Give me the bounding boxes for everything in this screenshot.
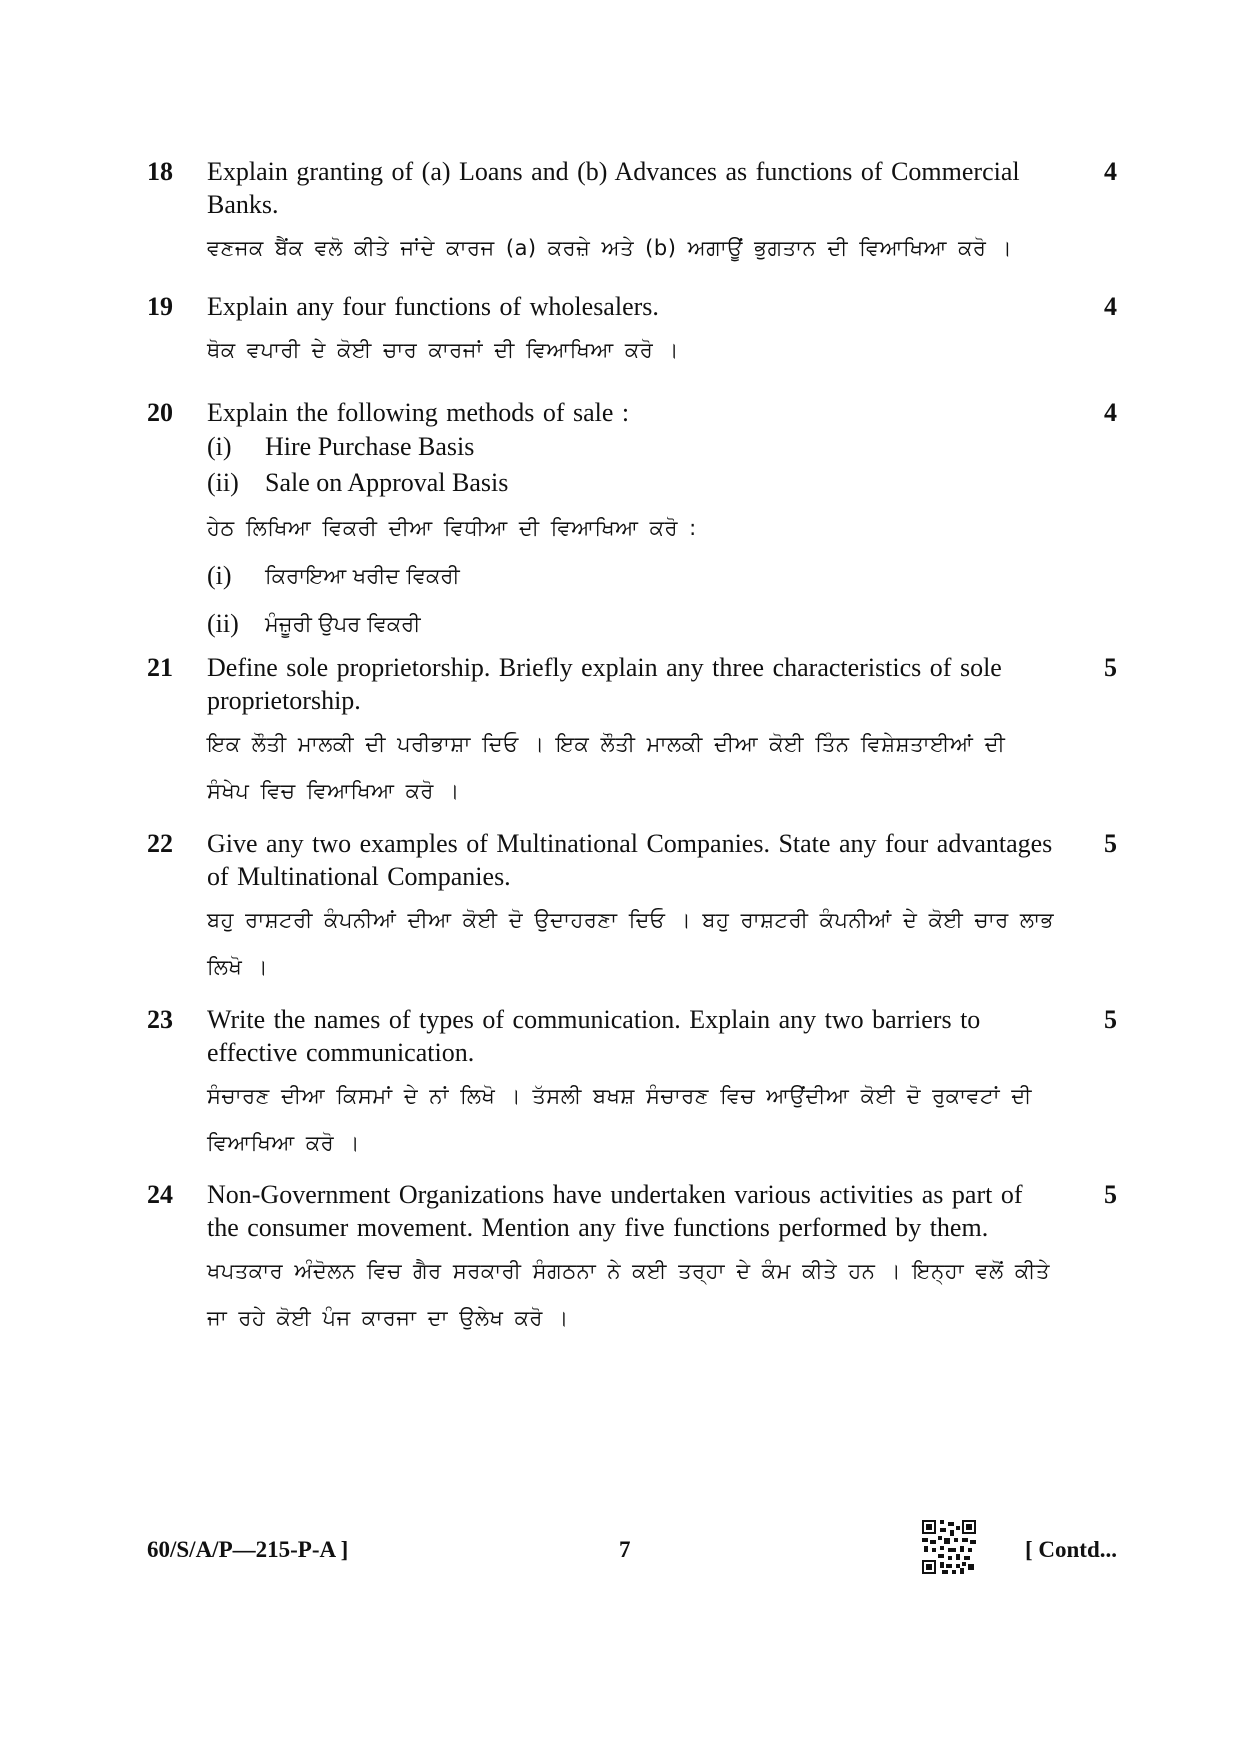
question-marks: 5: [1104, 1180, 1117, 1209]
sub-item-text: ਮੰਜ਼ੂਰੀ ਉਪਰ ਵਿਕਰੀ: [265, 612, 421, 636]
qr-code-icon: [922, 1520, 976, 1574]
sub-item-label: (i): [207, 561, 232, 590]
sub-item-text: ਕਿਰਾਇਆ ਖਰੀਦ ਵਿਕਰੀ: [265, 564, 460, 588]
sub-item-english: [207, 465, 1057, 501]
question-22: [147, 827, 1117, 991]
question-20: [147, 396, 1117, 648]
sub-item-punjabi: [207, 600, 1057, 648]
sub-item-text: Sale on Approval Basis: [265, 468, 509, 497]
question-text-english: Explain any four functions of wholesalers.: [207, 292, 659, 321]
question-text-punjabi: ਵਣਜਕ ਬੈਂਕ ਵਲੋ ਕੀਤੇ ਜਾਂਦੇ ਕਾਰਜ (a) ਕਰਜ਼ੇ ਅਤੇ (b) ਅਗਾਊਂ ਭੁਗਤਾਨ ਦੀ ਵਿਆਖਿਆ ਕਰੋ ।: [207, 236, 1013, 260]
question-marks: 5: [1104, 653, 1117, 682]
question-number: 19: [147, 292, 173, 321]
sub-item-english: [207, 429, 1057, 465]
sub-item-label: (i): [207, 432, 232, 461]
question-24: [147, 1178, 1117, 1342]
question-text-punjabi: ਸੰਚਾਰਣ ਦੀਆ ਕਿਸਮਾਂ ਦੇ ਨਾਂ ਲਿਖੋ । ਤੱਸਲੀ ਬਖਸ਼ ਸੰਚਾਰਣ ਵਿਚ ਆਉਂਦੀਆ ਕੋਈ ਦੋ ਰੁਕਾਵਟਾਂ ਦੀ ਵਿਆਖਿਆ ਕਰੋ ।: [207, 1084, 1032, 1155]
question-text-punjabi: ਹੇਠ ਲਿਖਿਆ ਵਿਕਰੀ ਦੀਆ ਵਿਧੀਆ ਦੀ ਵਿਆਖਿਆ ਕਰੋ :: [207, 516, 697, 540]
question-number: 20: [147, 398, 173, 427]
sub-item-label: (ii): [207, 468, 239, 497]
question-23: [147, 1003, 1117, 1167]
sub-item-label: (ii): [207, 609, 239, 638]
continued-label: [ Contd...: [1024, 1537, 1117, 1562]
question-text-english: Non-Government Organizations have undertaken various activities as part of the consumer movement. Mention any five functions performed by them.: [207, 1180, 1023, 1242]
question-text-punjabi: ਬਹੁ ਰਾਸ਼ਟਰੀ ਕੰਪਨੀਆਂ ਦੀਆ ਕੋਈ ਦੋ ਉਦਾਹਰਣਾ ਦਿਓ । ਬਹੁ ਰਾਸ਼ਟਰੀ ਕੰਪਨੀਆਂ ਦੇ ਕੋਈ ਚਾਰ ਲਾਭ ਲਿਖੋ ।: [207, 908, 1054, 979]
sub-item-text: Hire Purchase Basis: [265, 432, 475, 461]
question-number: 23: [147, 1005, 173, 1034]
sub-item-punjabi: [207, 552, 1057, 600]
question-marks: 4: [1104, 398, 1117, 427]
question-text-punjabi: ਥੋਕ ਵਪਾਰੀ ਦੇ ਕੋਈ ਚਾਰ ਕਾਰਜਾਂ ਦੀ ਵਿਆਖਿਆ ਕਰੋ ।: [207, 338, 680, 362]
question-19: [147, 290, 1117, 374]
question-marks: 4: [1104, 157, 1117, 186]
question-text-english: Write the names of types of communication. Explain any two barriers to effective communication.: [207, 1005, 981, 1067]
question-number: 24: [147, 1180, 173, 1209]
question-number: 22: [147, 829, 173, 858]
question-18: [147, 155, 1117, 272]
question-text-punjabi: ਖਪਤਕਾਰ ਅੰਦੋਲਨ ਵਿਚ ਗੈਰ ਸਰਕਾਰੀ ਸੰਗਠਨਾ ਨੇ ਕਈ ਤਰ੍ਹਾ ਦੇ ਕੰਮ ਕੀਤੇ ਹਨ । ਇਨ੍ਹਾ ਵਲੋਂ ਕੀਤੇ ਜਾ ਰਹੇ ਕੋਈ ਪੰਜ ਕਾਰਜਾ ਦਾ ਉਲੇਖ ਕਰੋ ।: [207, 1259, 1050, 1330]
question-text-english: Define sole proprietorship. Briefly explain any three characteristics of sole proprietorship.: [207, 653, 1002, 715]
question-marks: 4: [1104, 292, 1117, 321]
question-text-english: Explain the following methods of sale :: [207, 398, 630, 427]
question-marks: 5: [1104, 829, 1117, 858]
question-marks: 5: [1104, 1005, 1117, 1034]
question-number: 21: [147, 653, 173, 682]
paper-code: 60/S/A/P—215-P-A ]: [147, 1537, 349, 1562]
question-text-english: Explain granting of (a) Loans and (b) Advances as functions of Commercial Banks.: [207, 157, 1020, 219]
question-text-english: Give any two examples of Multinational Companies. State any four advantages of Multinational Companies.: [207, 829, 1053, 891]
question-number: 18: [147, 157, 173, 186]
page-number: 7: [619, 1537, 631, 1562]
question-text-punjabi: ਇਕ ਲੌਤੀ ਮਾਲਕੀ ਦੀ ਪਰੀਭਾਸ਼ਾ ਦਿਓ । ਇਕ ਲੌਤੀ ਮਾਲਕੀ ਦੀਆ ਕੋਈ ਤਿੰਨ ਵਿਸ਼ੇਸ਼ਤਾਈਆਂ ਦੀ ਸੰਖੇਪ ਵਿਚ ਵਿਆਖਿਆ ਕਰੋ ।: [207, 732, 1006, 803]
question-21: [147, 651, 1117, 815]
